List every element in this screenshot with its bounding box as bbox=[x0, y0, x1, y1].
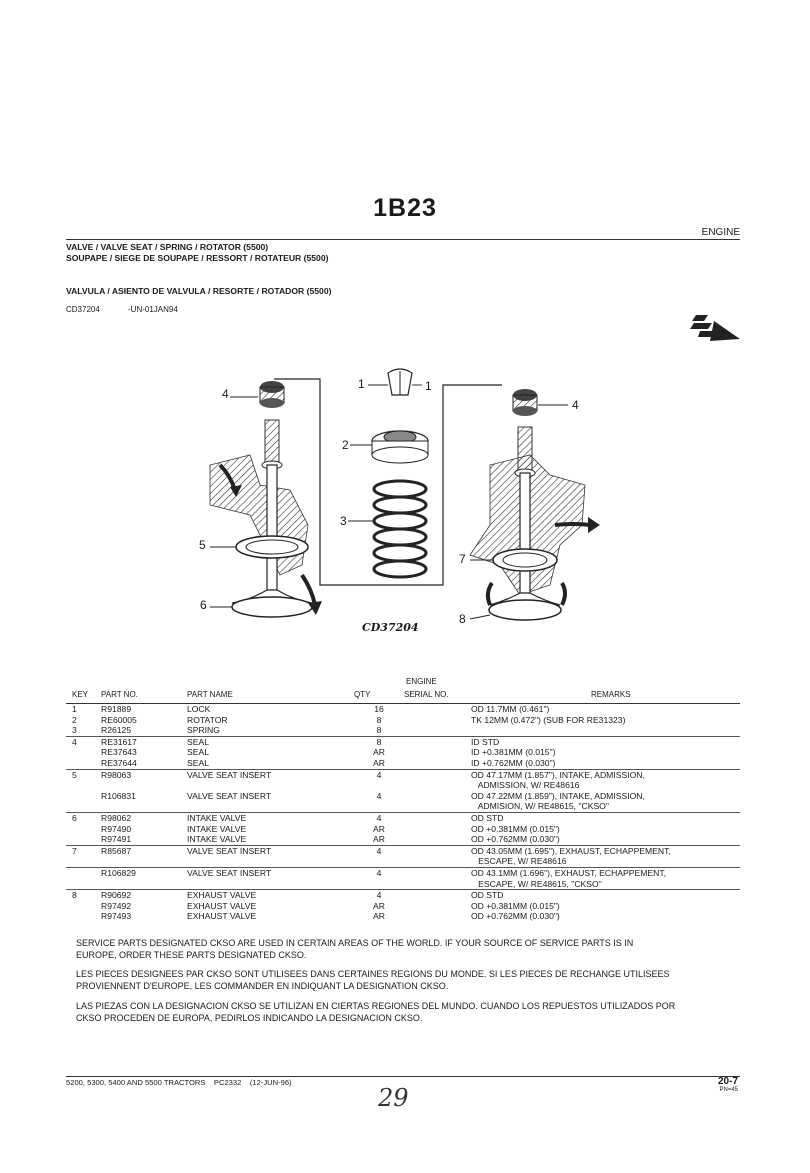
cell-part-name: SEAL bbox=[187, 757, 209, 768]
callout-3: 3 bbox=[340, 514, 347, 528]
header-part-no: PART NO. bbox=[101, 690, 181, 704]
cell-part-no: RE37644 bbox=[101, 757, 137, 768]
figure-code: -UN-01JAN94 bbox=[128, 305, 178, 314]
table-row bbox=[66, 911, 740, 922]
cell-remarks: ADMISION, W/ RE48615, "CKSO" bbox=[471, 801, 609, 812]
cell-part-no: R91889 bbox=[101, 704, 181, 715]
cell-key: 6 bbox=[66, 812, 101, 823]
table-row bbox=[66, 747, 740, 758]
cell-remarks: OD 43.05MM (1.695"), EXHAUST, ECHAPPEMENT, bbox=[471, 845, 740, 856]
cell-key bbox=[66, 834, 101, 845]
cell-part-no: RE31617 bbox=[101, 736, 181, 747]
center-exploded-parts bbox=[372, 369, 428, 577]
page-title: 1B23 bbox=[373, 194, 437, 222]
cell-qty: 8 bbox=[376, 725, 382, 736]
cell-key bbox=[66, 801, 101, 812]
cell-serial bbox=[404, 845, 471, 856]
cell-remarks: ID STD bbox=[471, 736, 740, 747]
cell-part-name: EXHAUST VALVE bbox=[187, 900, 257, 911]
table-row bbox=[66, 801, 740, 812]
cell-part-no bbox=[101, 801, 181, 812]
cell-part-name bbox=[181, 780, 354, 791]
figure-ref: CD37204 bbox=[66, 305, 100, 314]
cell-remarks: TK 12MM (0.472") (SUB FOR RE31323) bbox=[471, 714, 626, 725]
cell-key bbox=[66, 791, 101, 802]
section-label: ENGINE bbox=[701, 227, 740, 238]
callout-4-left: 4 bbox=[222, 387, 229, 401]
cell-remarks: ESCAPE, W/ RE48616 bbox=[471, 856, 567, 867]
cell-serial bbox=[404, 867, 471, 878]
cell-qty: 4 bbox=[354, 845, 404, 856]
header-serial-line1: ENGINE bbox=[406, 677, 437, 686]
cell-part-name: INTAKE VALVE bbox=[181, 812, 354, 823]
cell-remarks: ID +0.381MM (0.015") bbox=[471, 747, 556, 758]
cell-key bbox=[66, 901, 101, 912]
table-row bbox=[66, 791, 740, 802]
cell-part-name bbox=[181, 801, 354, 812]
cell-part-no: RE60005 bbox=[101, 714, 137, 725]
cell-part-no bbox=[101, 879, 181, 890]
cell-serial bbox=[404, 769, 471, 780]
cell-serial bbox=[404, 801, 471, 812]
cell-key bbox=[66, 911, 101, 922]
cell-serial bbox=[404, 812, 471, 823]
footer-pc: PC2332 bbox=[213, 1078, 242, 1087]
cell-part-name: SEAL bbox=[187, 747, 209, 758]
left-valve-assembly bbox=[210, 381, 322, 617]
table-row bbox=[66, 769, 740, 780]
cell-part-no: RE37643 bbox=[101, 747, 137, 758]
cell-part-name: VALVE SEAT INSERT bbox=[181, 845, 354, 856]
cell-qty: 16 bbox=[354, 704, 404, 715]
header-part-name: PART NAME bbox=[181, 690, 354, 704]
cell-remarks: OD STD bbox=[471, 812, 740, 823]
cell-qty: AR bbox=[373, 911, 385, 922]
callout-7: 7 bbox=[459, 552, 466, 566]
cell-qty: AR bbox=[373, 747, 385, 758]
cell-part-name: INTAKE VALVE bbox=[187, 834, 247, 845]
cell-serial bbox=[404, 758, 471, 769]
cell-part-name bbox=[181, 879, 354, 890]
cell-part-name: INTAKE VALVE bbox=[187, 823, 247, 834]
cell-remarks: OD +0.381MM (0.015") bbox=[471, 900, 560, 911]
table-row bbox=[66, 780, 740, 791]
cell-qty: AR bbox=[373, 900, 385, 911]
header-serial-line2: SERIAL NO. bbox=[404, 690, 471, 704]
title-english: VALVE / VALVE SEAT / SPRING / ROTATOR (5500) bbox=[66, 242, 269, 252]
cell-remarks: OD 11.7MM (0.461") bbox=[471, 704, 740, 715]
note-english: SERVICE PARTS DESIGNATED CKSO ARE USED IN CERTAIN AREAS OF THE WORLD. IF YOUR SOURCE OF SERVICE PARTS IS IN EUROPE, ORDER THESE PARTS DESIGNATED CKSO. bbox=[76, 938, 634, 960]
cell-qty: 4 bbox=[354, 812, 404, 823]
table-row bbox=[66, 879, 740, 890]
cell-serial bbox=[404, 715, 471, 726]
cell-part-no: R26125 bbox=[101, 725, 132, 736]
cell-serial bbox=[404, 725, 471, 736]
cell-key bbox=[66, 824, 101, 835]
cell-part-name: SEAL bbox=[181, 736, 354, 747]
cell-serial bbox=[404, 911, 471, 922]
cell-qty bbox=[354, 856, 404, 867]
table-row bbox=[66, 834, 740, 845]
callout-5: 5 bbox=[199, 538, 206, 552]
callout-8: 8 bbox=[459, 612, 466, 626]
cell-remarks bbox=[471, 725, 740, 736]
cell-serial bbox=[404, 856, 471, 867]
table-row bbox=[66, 856, 740, 867]
cell-key bbox=[66, 780, 101, 791]
cell-part-no bbox=[101, 856, 181, 867]
cell-part-name: VALVE SEAT INSERT bbox=[181, 769, 354, 780]
cell-qty bbox=[354, 879, 404, 890]
cell-serial bbox=[404, 747, 471, 758]
callout-1-right: 1 bbox=[425, 379, 432, 393]
cell-part-name: EXHAUST VALVE bbox=[187, 911, 257, 922]
callout-4-right: 4 bbox=[572, 398, 579, 412]
cell-key: 5 bbox=[66, 769, 101, 780]
cell-key: 3 bbox=[72, 725, 77, 736]
diagram-caption: CD37204 bbox=[362, 621, 419, 634]
callout-6: 6 bbox=[200, 598, 207, 612]
title-french: SOUPAPE / SIEGE DE SOUPAPE / RESSORT / ROTATEUR (5500) bbox=[66, 253, 329, 263]
cell-serial bbox=[404, 780, 471, 791]
figure-direction-arrow-icon bbox=[690, 313, 740, 341]
parts-table bbox=[66, 690, 740, 922]
cell-key bbox=[66, 879, 101, 890]
valve-exploded-diagram bbox=[190, 365, 610, 640]
cell-part-name: VALVE SEAT INSERT bbox=[187, 790, 272, 801]
cell-serial bbox=[404, 901, 471, 912]
cell-part-name: VALVE SEAT INSERT bbox=[181, 867, 354, 878]
cell-key: 7 bbox=[66, 845, 101, 856]
cell-part-no: R85687 bbox=[101, 845, 181, 856]
cell-qty: 4 bbox=[354, 769, 404, 780]
table-row bbox=[66, 736, 740, 747]
handwritten-number: 29 bbox=[378, 1084, 409, 1112]
header-qty: QTY bbox=[354, 690, 404, 704]
cell-part-no: R106829 bbox=[101, 867, 181, 878]
cell-qty: AR bbox=[373, 823, 385, 834]
table-row bbox=[66, 890, 740, 901]
cell-remarks: ESCAPE, W/ RE48615, "CKSO" bbox=[471, 878, 602, 889]
cell-serial bbox=[404, 879, 471, 890]
cell-qty: 4 bbox=[354, 890, 404, 901]
cell-qty: 8 bbox=[354, 736, 404, 747]
cell-part-name: ROTATOR bbox=[187, 714, 228, 725]
callout-1-left: 1 bbox=[358, 377, 365, 391]
cell-part-name: SPRING bbox=[187, 725, 220, 736]
table-row bbox=[66, 812, 740, 823]
cell-qty: 8 bbox=[376, 714, 382, 725]
table-row bbox=[66, 867, 740, 878]
cell-key bbox=[66, 758, 101, 769]
cell-qty: AR bbox=[373, 757, 385, 768]
title-rule bbox=[66, 239, 740, 240]
footer-models-text: 5200, 5300, 5400 AND 5500 TRACTORS bbox=[66, 1078, 206, 1087]
footer-pn: PN=45 bbox=[719, 1087, 738, 1093]
cell-key: 4 bbox=[66, 736, 101, 747]
cell-remarks: OD +0.762MM (0.030") bbox=[471, 911, 560, 922]
cell-serial bbox=[404, 834, 471, 845]
cell-part-no: R98062 bbox=[101, 812, 181, 823]
cell-part-no: R97491 bbox=[101, 834, 132, 845]
cell-key bbox=[66, 747, 101, 758]
cell-serial bbox=[404, 791, 471, 802]
table-row bbox=[66, 725, 740, 736]
cell-qty bbox=[354, 780, 404, 791]
cell-remarks: ID +0.762MM (0.030") bbox=[471, 757, 556, 768]
cell-remarks: ADMISSION, W/ RE48616 bbox=[471, 780, 580, 791]
cell-part-name: LOCK bbox=[181, 704, 354, 715]
parts-table-body bbox=[66, 704, 740, 922]
header-remarks: REMARKS bbox=[471, 690, 740, 704]
table-row bbox=[66, 824, 740, 835]
cell-qty: AR bbox=[373, 834, 385, 845]
cell-remarks: OD 47.22MM (1.859"), INTAKE, ADMISSION, bbox=[471, 790, 645, 801]
table-row bbox=[66, 758, 740, 769]
cell-part-no: R97493 bbox=[101, 911, 132, 922]
right-valve-assembly bbox=[470, 389, 600, 620]
cell-key: 2 bbox=[72, 714, 77, 725]
note-spanish: LAS PIEZAS CON LA DESIGNACION CKSO SE UTILIZAN EN CIERTAS REGIONES DEL MUNDO. CUANDO LOS REPUESTOS UTILIZADOS POR CKSO PROCEDEN DE EUROPA, PEDIRLOS INDICANDO LA DESIGNACION CKSO. bbox=[76, 1001, 676, 1023]
cell-serial bbox=[404, 704, 471, 715]
header-key: KEY bbox=[66, 690, 101, 704]
table-row bbox=[66, 704, 740, 715]
cell-serial bbox=[404, 824, 471, 835]
note-french: LES PIECES DESIGNEES PAR CKSO SONT UTILISEES DANS CERTAINES REGIONS DU MONDE. SI LES PIECES DE RECHANGE UTILISEES PROVIENNENT D'EUROPE, LES COMMANDER EN INDIQUANT LA DESIGNATION CKSO. bbox=[76, 969, 670, 991]
cell-serial bbox=[404, 890, 471, 901]
cell-key: 1 bbox=[66, 704, 101, 715]
cell-key: 8 bbox=[66, 890, 101, 901]
cell-remarks: OD 47.17MM (1.857"), INTAKE, ADMISSION, bbox=[471, 769, 740, 780]
footer-page-number: 20-7 bbox=[717, 1076, 738, 1087]
cell-part-no: R106831 bbox=[101, 790, 136, 801]
cell-key bbox=[66, 867, 101, 878]
cell-remarks: OD +0.762MM (0.030") bbox=[471, 834, 560, 845]
cell-part-no: R90692 bbox=[101, 890, 181, 901]
cell-part-name bbox=[181, 856, 354, 867]
cell-qty bbox=[354, 801, 404, 812]
cell-part-no: R97492 bbox=[101, 900, 132, 911]
title-spanish: VALVULA / ASIENTO DE VALVULA / RESORTE / ROTADOR (5500) bbox=[66, 286, 332, 296]
cell-part-name: EXHAUST VALVE bbox=[181, 890, 354, 901]
cell-remarks: OD 43.1MM (1.696"), EXHAUST, ECHAPPEMENT, bbox=[471, 867, 740, 878]
cell-key bbox=[66, 856, 101, 867]
cell-remarks: OD STD bbox=[471, 890, 740, 901]
cell-remarks: OD +0.381MM (0.015") bbox=[471, 823, 560, 834]
cell-serial bbox=[404, 736, 471, 747]
footer-date: (12-JUN-96) bbox=[249, 1078, 292, 1087]
cell-part-no bbox=[101, 780, 181, 791]
callout-2: 2 bbox=[342, 438, 349, 452]
cell-qty: 4 bbox=[376, 790, 382, 801]
table-row bbox=[66, 845, 740, 856]
cell-part-no: R98063 bbox=[101, 769, 181, 780]
cell-qty: 4 bbox=[354, 867, 404, 878]
cell-part-no: R97490 bbox=[101, 823, 132, 834]
footer-rule bbox=[66, 1076, 740, 1077]
table-row bbox=[66, 715, 740, 726]
table-row bbox=[66, 901, 740, 912]
footer-models bbox=[66, 1078, 292, 1087]
table-header-row bbox=[66, 690, 740, 704]
